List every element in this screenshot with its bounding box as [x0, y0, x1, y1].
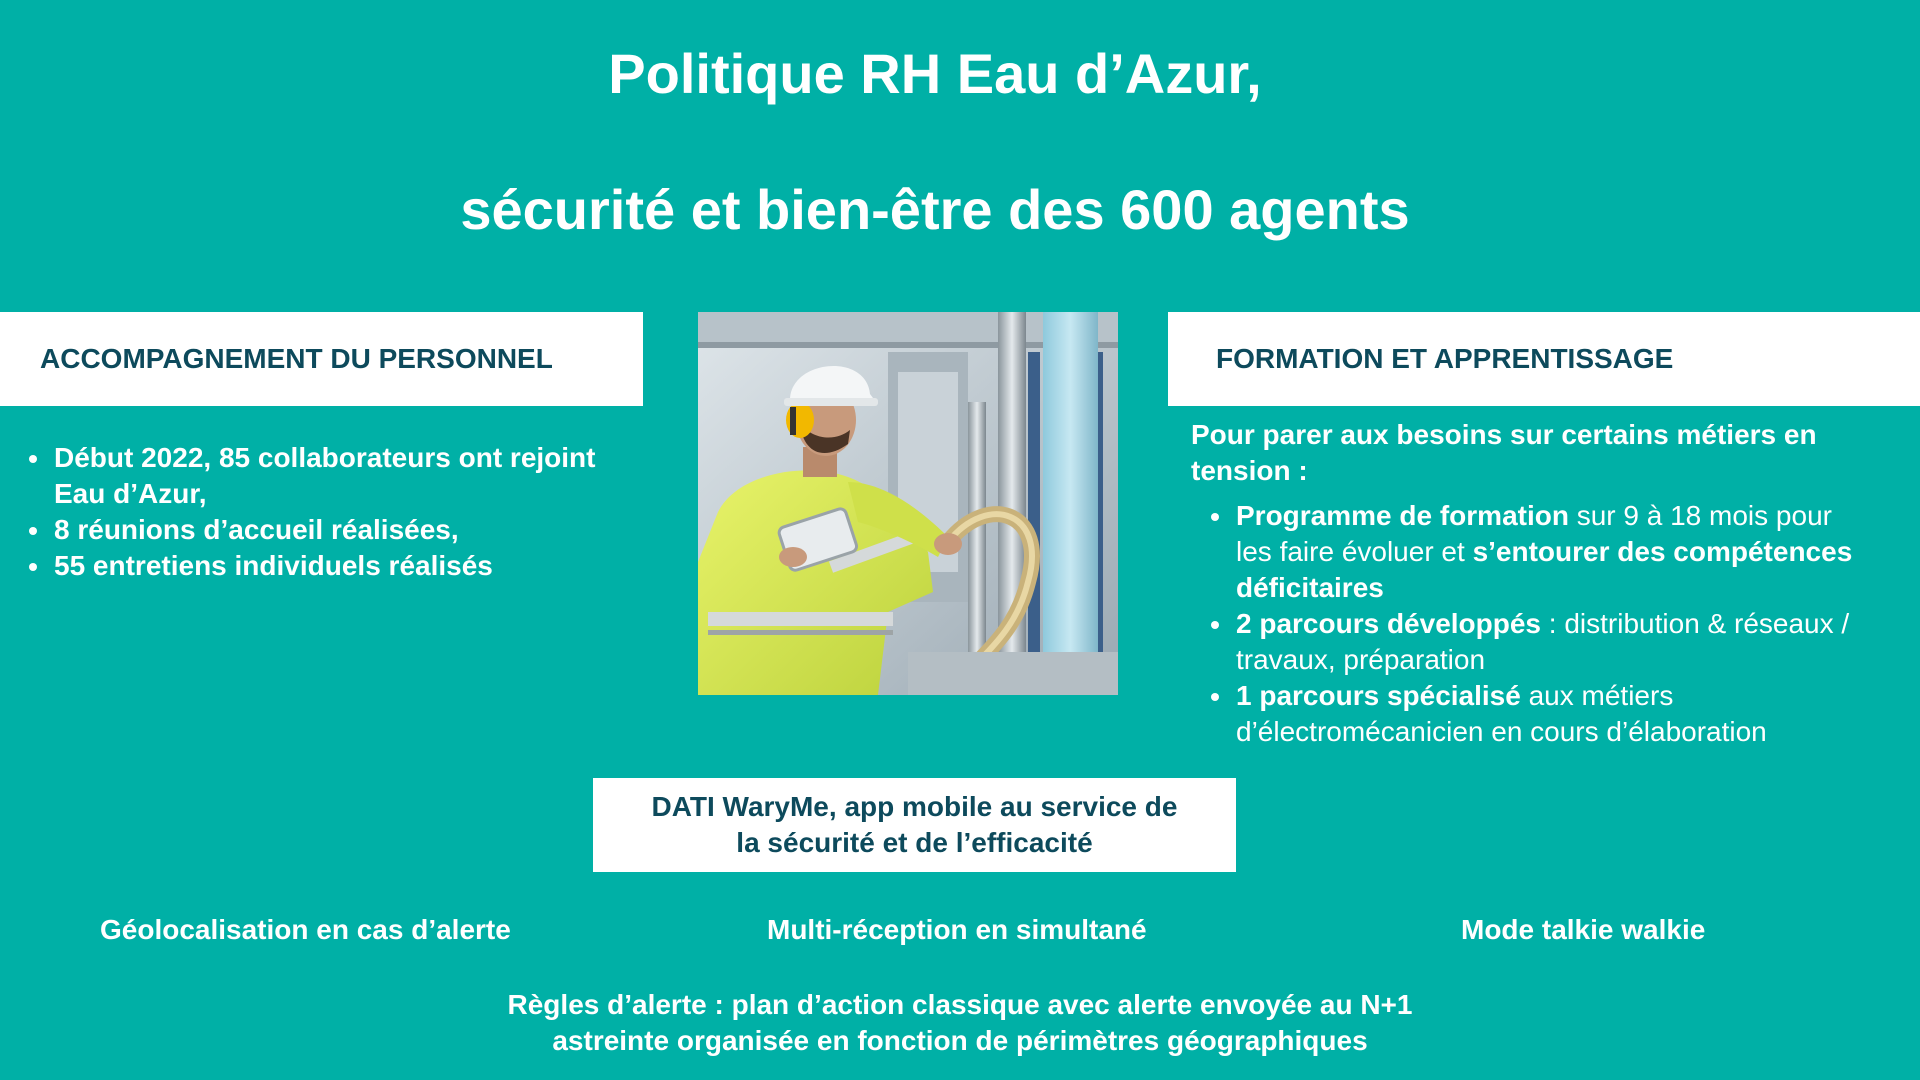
alert-rules — [0, 987, 1920, 1059]
feature-geolocation: Géolocalisation en cas d’alerte — [100, 914, 511, 945]
list-item: 55 entretiens individuels réalisés — [26, 548, 606, 584]
item-bold: s’entourer des compétences déficitaires — [1236, 536, 1853, 603]
list-item — [1208, 498, 1868, 606]
formation-heading: FORMATION ET APPRENTISSAGE — [1168, 312, 1920, 406]
dati-heading — [593, 778, 1236, 872]
list-item: Début 2022, 85 collaborateurs ont rejoint Eau d’Azur, — [26, 440, 606, 512]
feature-multi-reception: Multi-réception en simultané — [767, 914, 1147, 945]
title-line-2: sécurité et bien-être des 600 agents — [460, 178, 1410, 241]
alert-rules-line-2: astreinte organisée en fonction de périmètres géographiques — [552, 1025, 1368, 1056]
formation-list — [1208, 498, 1868, 750]
list-item — [1208, 606, 1868, 678]
alert-rules-line-1: Règles d’alerte : plan d’action classique avec alerte envoyée au N+1 — [507, 989, 1413, 1020]
title-line-1: Politique RH Eau d’Azur, — [608, 42, 1262, 105]
accompagnement-heading: ACCOMPAGNEMENT DU PERSONNEL — [0, 312, 643, 406]
page-title — [0, 40, 1870, 243]
item-bold: Programme de formation — [1236, 500, 1569, 531]
feature-talkie-walkie: Mode talkie walkie — [1461, 914, 1706, 945]
worker-photo — [698, 312, 1118, 695]
item-text: sur 9 à 18 mois pour les faire évoluer et — [1236, 500, 1832, 567]
item-bold: 1 parcours spécialisé — [1236, 680, 1521, 711]
dati-heading-line-1: DATI WaryMe, app mobile au service de — [651, 791, 1178, 822]
list-item: 8 réunions d’accueil réalisées, — [26, 512, 606, 548]
item-bold: 2 parcours développés — [1236, 608, 1542, 639]
accompagnement-list — [26, 440, 606, 584]
list-item — [1208, 678, 1868, 750]
dati-heading-line-2: la sécurité et de l’efficacité — [736, 827, 1093, 858]
item-text: : distribution & réseaux / travaux, préparation — [1236, 608, 1850, 675]
item-text: aux métiers d’électromécanicien en cours d’élaboration — [1236, 680, 1767, 747]
formation-intro: Pour parer aux besoins sur certains métiers en tension : — [1191, 419, 1817, 486]
